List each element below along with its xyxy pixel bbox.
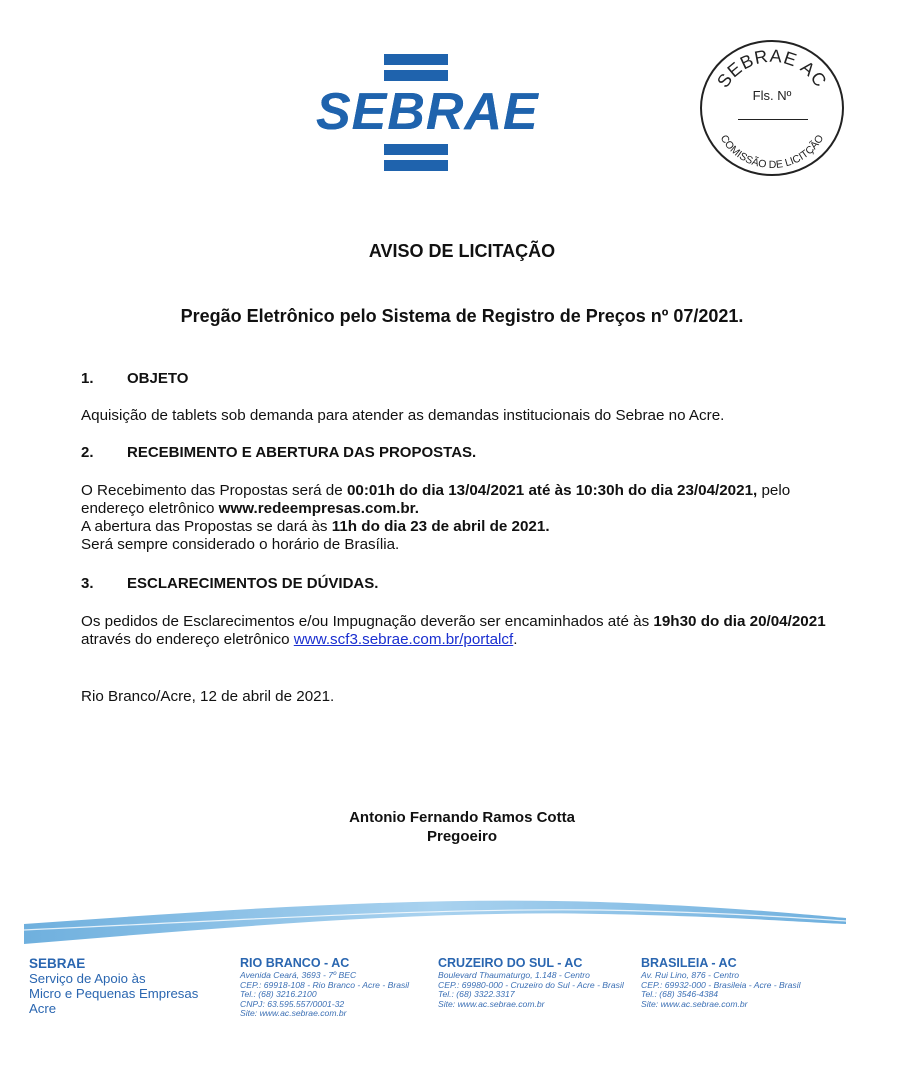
footer-org-line: Serviço de Apoio às	[29, 971, 146, 986]
signer-name: Antonio Fernando Ramos Cotta	[349, 809, 575, 826]
section-text-objeto: Aquisição de tablets sob demanda para atender as demandas institucionais do Sebrae no Acre.	[81, 407, 725, 424]
section-text-esclarecimentos	[81, 613, 841, 649]
commission-stamp	[700, 40, 844, 176]
timezone-note: Será sempre considerado o horário de Brasília.	[81, 536, 400, 553]
section-text-propostas	[81, 482, 841, 554]
footer-office-line: Tel.: (68) 3546-4384	[641, 989, 719, 1000]
stamp-top-text: SEBRAE AC	[713, 45, 831, 92]
section-heading-esclarecimentos	[81, 575, 378, 592]
footer-office-line: CEP.: 69932-000 - Brasileia - Acre - Brasil	[641, 979, 801, 990]
footer-office-line: Site: www.ac.sebrae.com.br	[641, 998, 748, 1009]
footer-office-title: BRASILEIA - AC	[641, 956, 737, 970]
footer-org-name: SEBRAE	[29, 956, 86, 971]
text-fragment: Os pedidos de Esclarecimentos e/ou Impugnação deverão ser encaminhados até às	[81, 613, 654, 630]
clarification-deadline: 19h30 do dia 20/04/2021	[653, 613, 826, 630]
footer-office-title: RIO BRANCO - AC	[240, 956, 350, 970]
section-heading-propostas	[81, 444, 476, 461]
page-subtitle: Pregão Eletrônico pelo Sistema de Registro de Preços nº 07/2021.	[180, 306, 744, 326]
text-fragment: através do endereço eletrônico	[81, 631, 294, 648]
section-heading-objeto	[81, 370, 188, 387]
footer-office-line: Site: www.ac.sebrae.com.br	[438, 998, 545, 1009]
footer-office-line: CEP.: 69918-108 - Rio Branco - Acre - Brasil	[240, 979, 410, 990]
opening-date: 11h do dia 23 de abril de 2021.	[331, 518, 550, 535]
section-title: ESCLARECIMENTOS DE DÚVIDAS.	[127, 575, 379, 592]
section-title: OBJETO	[127, 370, 189, 387]
text-fragment: pelo endereço eletrônico	[81, 482, 791, 517]
signer-role: Pregoeiro	[426, 828, 498, 845]
footer-office-title: CRUZEIRO DO SUL - AC	[438, 956, 583, 970]
place-and-date: Rio Branco/Acre, 12 de abril de 2021.	[81, 688, 335, 705]
footer-office-line: Avenida Ceará, 3693 - 7º BEC	[240, 970, 357, 980]
text-fragment: O Recebimento das Propostas será de	[81, 482, 347, 499]
footer-office-rio-branco	[240, 956, 409, 1019]
footer-office-line: Boulevard Thaumaturgo, 1.148 - Centro	[438, 970, 590, 980]
stamp-field-line	[738, 119, 808, 120]
footer-office-brasileia	[641, 956, 801, 1009]
stamp-field-label: Fls. Nº	[752, 88, 792, 103]
receipt-period: 00:01h do dia 13/04/2021 até às 10:30h do dia 23/04/2021,	[346, 482, 758, 499]
stamp-bottom-text: COMISSÃO DE LICITÇÃO	[717, 132, 827, 172]
footer-organization	[29, 956, 198, 1016]
footer-office-line: Av. Rui Lino, 876 - Centro	[641, 970, 740, 980]
footer-office-line: CNPJ: 63.595.557/0001-32	[240, 998, 345, 1009]
footer-office-line: CEP.: 69980-000 - Cruzeiro do Sul - Acre - Brasil	[438, 979, 624, 990]
footer-office-cruzeiro-do-sul	[438, 956, 624, 1009]
section-number: 1.	[81, 370, 94, 387]
footer-office-line: Tel.: (68) 3322.3317	[438, 989, 515, 1000]
page-title: AVISO DE LICITAÇÃO	[368, 241, 556, 261]
text-fragment: A abertura das Propostas se dará às	[81, 518, 332, 535]
section-number: 2.	[81, 444, 94, 461]
text-fragment: .	[513, 631, 518, 648]
footer-office-line: Site: www.ac.sebrae.com.br	[240, 1008, 347, 1019]
svg-text:COMISSÃO DE LICITÇÃO	[718, 133, 827, 171]
sebrae-logo	[316, 50, 539, 172]
footer-org-line: Micro e Pequenas Empresas	[29, 986, 199, 1001]
receipt-website: www.redeempresas.com.br.	[218, 500, 419, 517]
logo-wordmark: SEBRAE	[316, 83, 539, 141]
section-number: 3.	[81, 575, 94, 592]
footer-org-line: Acre	[29, 1001, 57, 1016]
footer-wave-decoration	[0, 880, 900, 950]
footer-office-line: Tel.: (68) 3216.2100	[240, 989, 317, 1000]
section-title: RECEBIMENTO E ABERTURA DAS PROPOSTAS.	[127, 444, 477, 461]
svg-text:SEBRAE AC	[713, 46, 831, 91]
portal-link[interactable]: www.scf3.sebrae.com.br/portalcf	[293, 631, 514, 648]
